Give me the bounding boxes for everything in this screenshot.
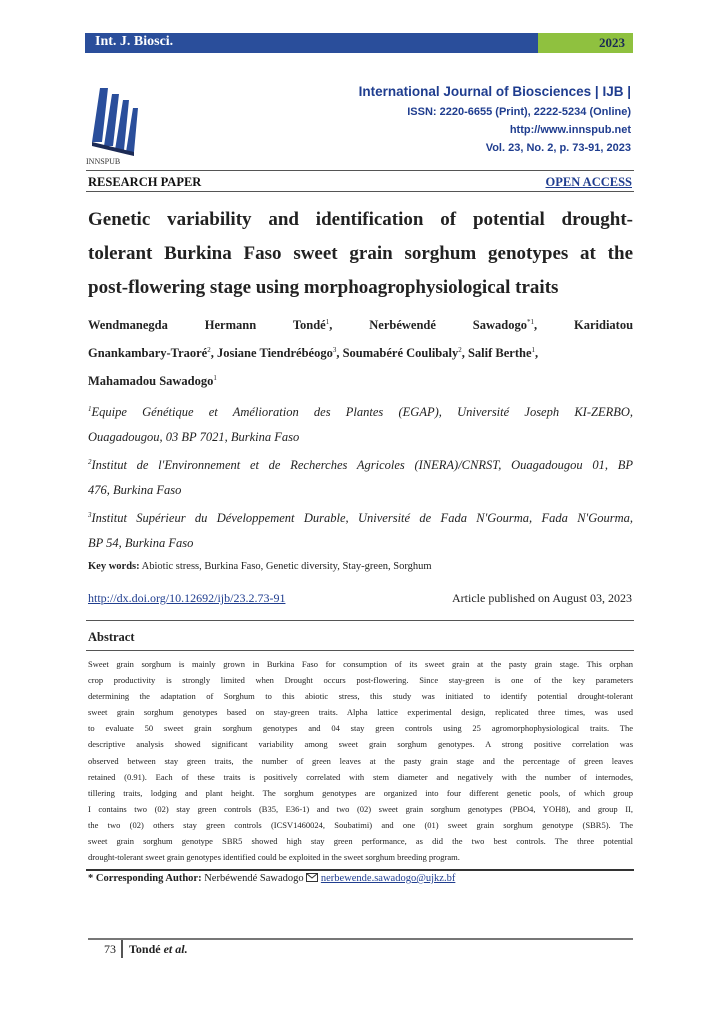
header-divider (86, 170, 634, 171)
abstract-line: retained (0.91). Each of these traits is positively correlated with stem diameter and negatively with the number of internodes, (88, 771, 633, 782)
author-line: Mahamadou Sawadogo$^1$ (88, 374, 217, 389)
journal-url[interactable]: http://www.innspub.net (509, 124, 631, 136)
abstract-line: drought-tolerant sweet grain genotypes identified could be exploited in the sweet sorghum breeding program. (88, 852, 460, 863)
author-name: Gnankambary-Traoré (88, 346, 208, 361)
affiliations (88, 397, 633, 556)
author-line: Gnankambary-Traoré$^2$, Josiane Tiendrébéogo$^3$, Soumabéré Coulibaly$^2$, Salif Berthe$^1$, (88, 346, 539, 361)
author-word: Hermann (204, 318, 257, 333)
affiliation-line: $^3$Institut Supérieur du Développement Durable, Université de Fada N'Gourma, Fada N'Gourma, (88, 511, 633, 526)
abstract-line: Sweet grain sorghum is mainly grown in Burkina Faso for consumption of its sweet grain at the pasty grain stage. This orphan (88, 659, 633, 669)
abstract-body (88, 656, 633, 865)
keywords (88, 561, 432, 572)
abstract-line: the two (02) others stay green controls (ICSV1460024, Soubatimi) and one (01) sweet grain sorghum genotype (SBR5). The (88, 819, 633, 830)
author-name: Mahamadou Sawadogo (88, 374, 214, 389)
page-number: 73 (104, 942, 116, 956)
footer-author: Tondé et al. (129, 942, 188, 956)
abstract-heading: Abstract (88, 630, 135, 644)
abstract-line: I contains two (02) stay green controls (B35, E36-1) and two (02) sweet grain sorghum genotypes (PBO4, YOH8), and group II, (88, 803, 633, 814)
affiliation-line: Ouagadougou, 03 BP 7021, Burkina Faso (88, 430, 300, 445)
doi-link[interactable]: http://dx.doi.org/10.12692/ijb/23.2.73-91 (88, 591, 286, 605)
author-name: , Soumabéré Coulibaly (336, 346, 459, 361)
abstract-line: sweet grain sorghum genotype SBR5 showed high stay green performance, as did the two best controls. The three potential (88, 836, 633, 847)
abstract-line: descriptive analysis showed significant variability among sweet grain sorghum genotypes. A strong positive correlation was (88, 739, 633, 750)
abstract-line: crop productivity is strongly limited when Drought occurs post-flowering. Since stay-green is one of the key parameters (88, 675, 633, 686)
affiliation-line: $^1$Equipe Génétique et Amélioration des Plantes (EGAP), Université Joseph KI-ZERBO, (88, 405, 633, 420)
title-line: Genetic variability and identification of potential drought- (88, 209, 633, 230)
journal-header-bar (85, 33, 633, 53)
footer-divider (88, 938, 633, 940)
journal-volume: Vol. 23, No. 2, p. 73-91, 2023 (485, 142, 631, 154)
footer-separator (121, 940, 123, 958)
abstract-bottom-divider (86, 869, 634, 871)
abstract-line: to evaluate 50 sweet grain sorghum genotypes and 04 stay green controls using 25 agromorphophysiological traits. The (88, 723, 633, 734)
author-word: Tondé$^1$, (292, 318, 333, 333)
innspub-logo-icon (88, 80, 150, 160)
logo-text: INNSPUB (86, 157, 121, 166)
keywords-label: Key words: (88, 561, 140, 572)
author-word: Sawadogo$^{*1}$, (472, 318, 538, 333)
corresponding-label: * Corresponding Author: (88, 873, 202, 884)
author-line (88, 310, 633, 338)
corresponding-name: Nerbéwendé Sawadogo (204, 873, 304, 884)
abstract-line: determining the adaptation of Sorghum to this abiotic stress, this study was initiated to identify potential drought-tolerant (88, 691, 633, 702)
envelope-icon (306, 873, 318, 882)
abstract-heading-divider (86, 650, 634, 651)
abstract-line: observed between stay green traits, the number of green leaves at the pasty grain stage and the percentage of green leaves (88, 755, 633, 766)
header-year: 2023 (599, 35, 625, 50)
author-word: Nerbéwendé (369, 318, 436, 333)
journal-full-title: International Journal of Biosciences | IJB | (358, 84, 631, 99)
label-divider (86, 191, 634, 192)
affiliation-line: BP 54, Burkina Faso (88, 536, 194, 551)
author-word: Karidiatou (574, 318, 634, 333)
author-name: , Salif Berthe (461, 346, 532, 361)
corresponding-author (88, 873, 455, 884)
author-list (88, 310, 633, 394)
affiliation-line: $^2$Institut de l'Environnement et de Recherches Agricoles (INERA)/CNRST, Ouagadougou 01, BP (88, 458, 633, 473)
journal-short-name: Int. J. Biosci. (95, 34, 174, 49)
publication-date: Article published on August 03, 2023 (452, 591, 632, 605)
abstract-line: tillering traits, lodging and plant height. The sorghum genotypes are organized into four different genetic pools, of which group (88, 787, 633, 798)
title-line: tolerant Burkina Faso sweet grain sorghum genotypes at the (88, 243, 633, 264)
abstract-line: sweet grain sorghum genotypes based on stay-green traits. Alpha lattice experimental design, replicated three times, was used (88, 707, 633, 718)
author-name: , Josiane Tiendrébéogo (210, 346, 333, 361)
abstract-top-divider (86, 620, 634, 621)
paper-title (88, 203, 633, 305)
author-word: Wendmanegda (88, 318, 168, 333)
keywords-text: Abiotic stress, Burkina Faso, Genetic diversity, Stay-green, Sorghum (141, 561, 432, 572)
corresponding-email-link[interactable]: nerbewende.sawadogo@ujkz.bf (320, 873, 456, 884)
research-paper-label: RESEARCH PAPER (88, 175, 202, 189)
title-line: post-flowering stage using morphoagrophysiological traits (88, 277, 559, 298)
journal-issn: ISSN: 2220-6655 (Print), 2222-5234 (Online) (407, 106, 631, 118)
affiliation-line: 476, Burkina Faso (88, 483, 182, 498)
open-access-link[interactable]: OPEN ACCESS (545, 175, 632, 189)
